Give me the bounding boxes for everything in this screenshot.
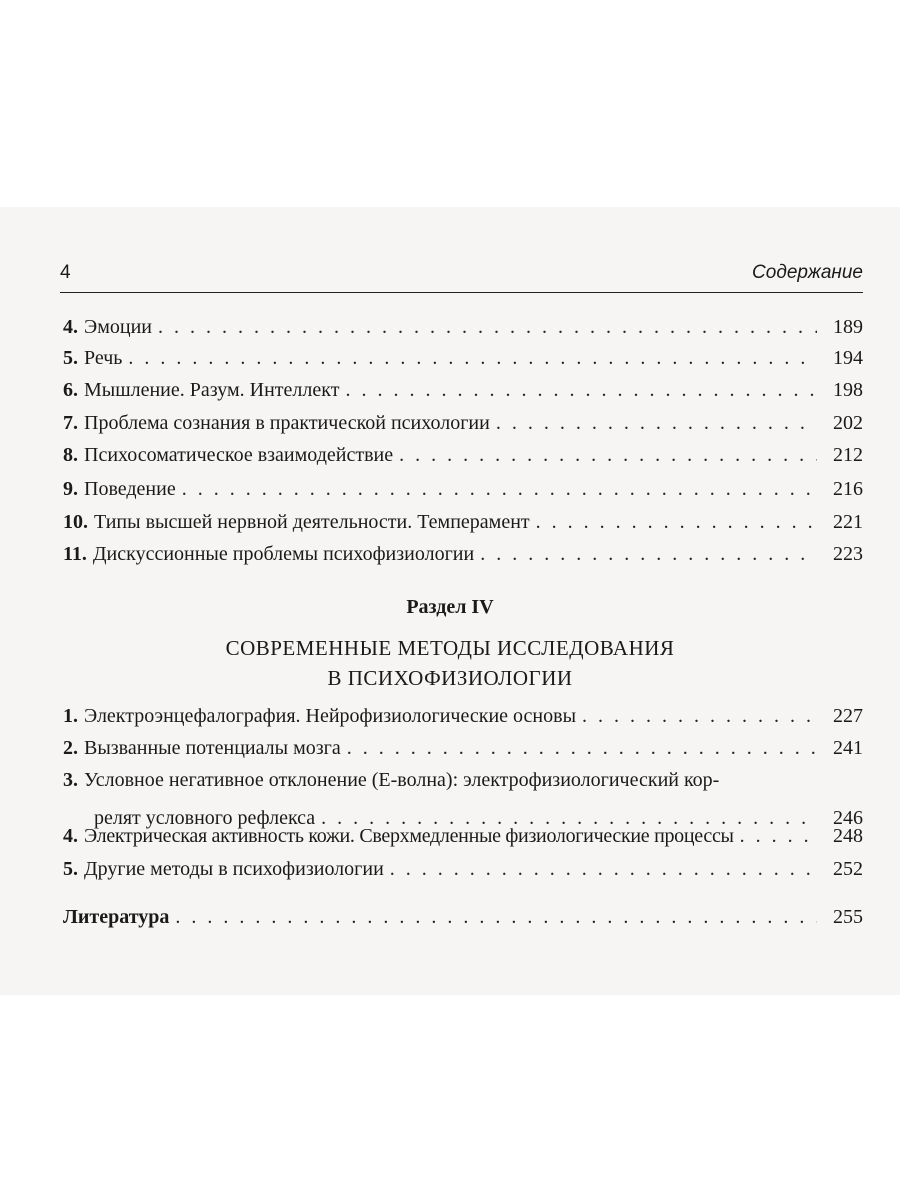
leader-dots — [480, 542, 817, 566]
toc-entry-page: 241 — [833, 737, 863, 759]
section-title-line1: СОВРЕМЕННЫЕ МЕТОДЫ ИССЛЕДОВАНИЯ — [225, 636, 675, 660]
toc-entry-title: Дискуссионные проблемы психофизиологии — [92, 543, 475, 565]
toc-entry-page: 216 — [833, 478, 863, 500]
leader-dots — [182, 477, 817, 501]
toc-entry-title: Электроэнцефалография. Нейрофизиологические основы — [84, 705, 577, 727]
leader-dots — [128, 346, 817, 370]
toc-entry-number: 7. — [63, 412, 78, 434]
leader-dots — [582, 704, 817, 728]
leader-dots — [536, 510, 817, 534]
running-title: Содержание — [752, 262, 863, 283]
toc-entry-number: 9. — [63, 478, 78, 500]
toc-entry-literature — [63, 905, 863, 929]
toc-entry-number: 1. — [63, 705, 78, 727]
leader-dots — [347, 736, 817, 760]
toc-entry-6 — [63, 378, 863, 402]
toc-entry-page: 189 — [833, 316, 863, 338]
toc-entry-number: 8. — [63, 444, 78, 466]
toc-entry-page: 248 — [833, 825, 863, 847]
page-header — [60, 262, 863, 292]
leader-dots — [175, 905, 817, 929]
toc-entry-number: 4. — [63, 825, 78, 847]
toc-entry-title-line1: Условное негативное отклонение (Е-волна): электрофизиологический кор- — [84, 769, 720, 791]
toc-entry-page: 246 — [833, 807, 863, 829]
toc-entry-page: 194 — [833, 347, 863, 369]
toc-entry-number: 3. — [63, 769, 78, 791]
toc-entry-7 — [63, 411, 863, 435]
section-entry-5 — [63, 857, 863, 881]
toc-entry-page: 212 — [833, 444, 863, 466]
toc-entry-title: Вызванные потенциалы мозга — [84, 737, 341, 759]
section-title-line2: В ПСИХОФИЗИОЛОГИИ — [327, 666, 573, 690]
toc-entry-10 — [63, 510, 863, 534]
toc-entry-number: 2. — [63, 737, 78, 759]
section-entry-3 — [63, 768, 863, 830]
entry-first-line — [63, 768, 863, 792]
toc-entry-page: 223 — [833, 543, 863, 565]
section-entry-2 — [63, 736, 863, 760]
toc-entry-number: 11. — [63, 543, 87, 565]
toc-entry-number: 6. — [63, 379, 78, 401]
toc-entry-page: 202 — [833, 412, 863, 434]
toc-entry-page: 221 — [833, 511, 863, 533]
toc-entry-number: 4. — [63, 316, 78, 338]
toc-entry-title: Типы высшей нервной деятельности. Темперамент — [94, 511, 530, 533]
leader-dots — [345, 378, 817, 402]
toc-entry-number: 5. — [63, 347, 78, 369]
leader-dots — [496, 411, 817, 435]
toc-entry-page: 198 — [833, 379, 863, 401]
toc-entry-title: Мышление. Разум. Интеллект — [84, 379, 340, 401]
toc-entry-title: Речь — [84, 347, 123, 369]
leader-dots — [740, 824, 817, 848]
toc-entry-page: 227 — [833, 705, 863, 727]
leader-dots — [399, 443, 817, 467]
toc-entry-number: 10. — [63, 511, 88, 533]
entry-first-line-text — [63, 768, 719, 792]
toc-entry-title: Проблема сознания в практической психологии — [84, 412, 490, 434]
toc-entry-title: Поведение — [84, 478, 176, 500]
toc-entry-title-line2: релят условного рефлекса — [94, 807, 316, 829]
toc-entry-5 — [63, 346, 863, 370]
toc-entry-8 — [63, 443, 863, 467]
leader-dots — [158, 315, 817, 339]
section-entry-1 — [63, 704, 863, 728]
page-number: 4 — [60, 262, 71, 283]
toc-entry-page: 252 — [833, 858, 863, 880]
toc-entry-4 — [63, 315, 863, 339]
section-entry-4 — [63, 824, 863, 848]
section-label: Раздел IV — [406, 596, 494, 618]
leader-dots — [390, 857, 817, 881]
toc-entry-title: Электрическая активность кожи. Сверхмедленные физиологические процессы — [84, 825, 734, 847]
toc-entry-11 — [63, 542, 863, 566]
header-rule — [60, 292, 863, 293]
toc-entry-title: Эмоции — [84, 316, 152, 338]
toc-entry-title: Литература — [63, 906, 170, 928]
toc-entry-title: Психосоматическое взаимодействие — [84, 444, 394, 466]
toc-entry-page: 255 — [833, 906, 863, 928]
toc-entry-9 — [63, 477, 863, 501]
toc-entry-number: 5. — [63, 858, 78, 880]
toc-entry-title: Другие методы в психофизиологии — [84, 858, 384, 880]
